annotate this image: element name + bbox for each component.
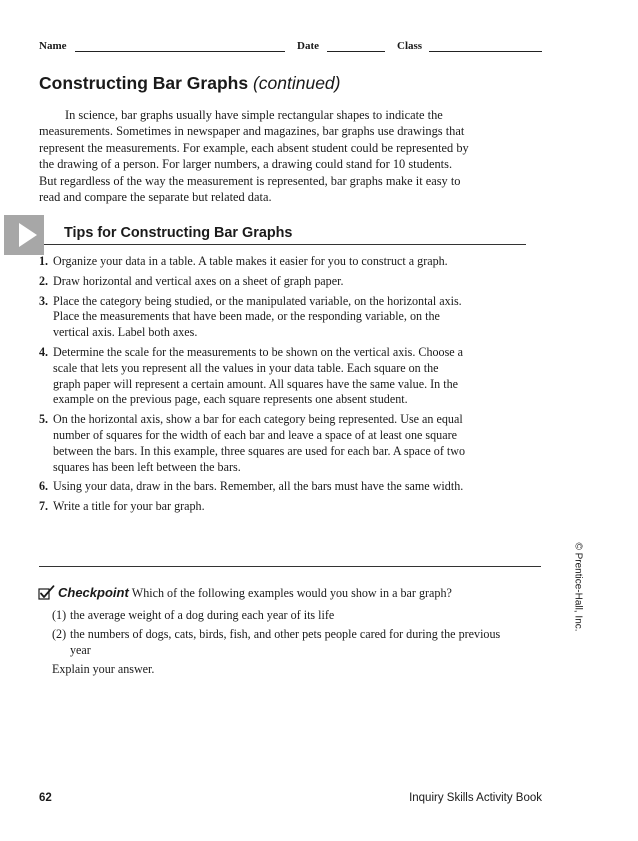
explain-prompt: Explain your answer.	[52, 662, 155, 676]
section-heading: Tips for Constructing Bar Graphs	[64, 225, 293, 241]
list-item: (2) the numbers of dogs, cats, birds, fish, and other pets people cared for during the previous year	[52, 627, 501, 657]
checkpoint-question: Which of the following examples would you show in a bar graph?	[131, 586, 452, 600]
name-field-line[interactable]	[75, 51, 285, 52]
book-title: Inquiry Skills Activity Book	[409, 792, 542, 804]
copyright-text: © Prentice-Hall, Inc.	[572, 542, 584, 632]
class-field-line[interactable]	[429, 51, 542, 52]
page-title-continued: (continued)	[252, 73, 341, 93]
date-field-line[interactable]	[327, 51, 385, 52]
section-divider	[44, 244, 526, 245]
name-label: Name	[39, 40, 67, 52]
class-label: Class	[397, 40, 423, 52]
intro-paragraph	[39, 107, 469, 205]
student-info-fields	[39, 40, 542, 54]
list-item: 5. On the horizontal axis, show a bar for each category being represented. Use an equal number of squares for the width of each bar and leave a space of at least one square between the bars. In this example, three squares are used for each bar. A space of two squares has been left between the bars.	[39, 412, 466, 474]
page-number: 62	[39, 792, 52, 804]
date-label: Date	[297, 40, 319, 52]
list-item: (1) the average weight of a dog during each year of its life	[52, 608, 335, 622]
page-title	[39, 73, 341, 94]
checkmark-box-icon	[38, 585, 55, 604]
list-item: 3. Place the category being studied, or the manipulated variable, on the horizontal axis. Place the measurements that have been made, or the responding variable, on the vertical axis. Label both axes.	[39, 293, 462, 340]
list-item: 2. Draw horizontal and vertical axes on a sheet of graph paper.	[39, 273, 344, 288]
copyright-notice	[571, 542, 585, 632]
list-item: 4. Determine the scale for the measurements to be shown on the vertical axis. Choose a scale that lets you represent all the values in your data table. Each square on the graph paper will represent a certain amount. All squares have the same value. In the example on the previous page, each square represents one absent student.	[39, 344, 464, 407]
checkpoint-section	[38, 585, 508, 677]
list-item: 1. Organize your data in a table. A table makes it easier for you to construct a graph.	[39, 254, 448, 268]
list-item: 7. Write a title for your bar graph.	[39, 499, 205, 514]
tips-list	[39, 254, 469, 519]
intro-text: In science, bar graphs usually have simple rectangular shapes to indicate the measurements. Sometimes in newspaper and magazines, bar graphs use drawings that represent the measurements. For example, each absent student could be represented by the drawing of a person. For larger numbers, a drawing could stand for 10 students. But regardless of the way the measurement is represented, bar graphs make it easy to read and compare the separate but related data.	[39, 108, 469, 205]
list-item: 6. Using your data, draw in the bars. Remember, all the bars must have the same width.	[39, 479, 464, 494]
page-title-main: Constructing Bar Graphs	[39, 73, 249, 93]
checkpoint-options	[52, 607, 508, 658]
checkpoint-question-line	[38, 585, 508, 604]
checkpoint-label: Checkpoint	[58, 585, 129, 600]
checkpoint-divider	[39, 566, 541, 567]
play-arrow-icon	[4, 215, 44, 255]
